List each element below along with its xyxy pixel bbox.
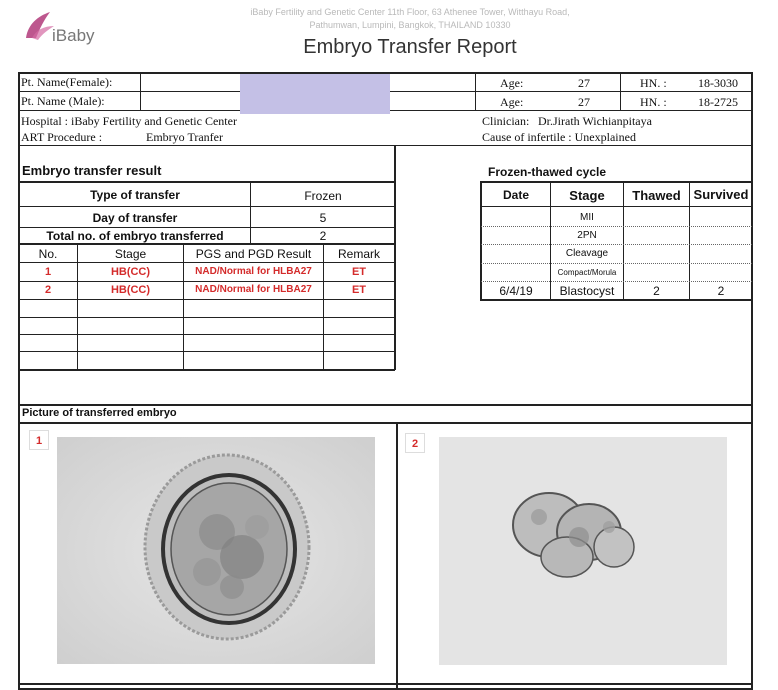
clinician-label: Clinician: — [482, 114, 530, 128]
col-divider — [250, 181, 251, 243]
row-divider — [18, 145, 753, 146]
female-hn-label: HN. : — [640, 76, 667, 90]
female-hn: 18-3030 — [698, 76, 738, 90]
clinic-address — [200, 6, 620, 32]
cause-of-infertility: Cause of infertile : Unexplained — [482, 130, 636, 144]
blastocyst-image — [57, 437, 375, 664]
row-divider — [18, 181, 395, 183]
stage-mii: MII — [580, 212, 594, 223]
art-procedure-label: ART Procedure : — [21, 130, 103, 144]
row-divider — [18, 227, 395, 228]
male-age-label: Age: — [500, 95, 524, 109]
clinician-value: Dr.Jirath Wichianpitaya — [538, 114, 652, 128]
row-divider — [18, 683, 753, 685]
picture-divider — [396, 422, 398, 690]
total-embryos-value: 2 — [319, 229, 327, 243]
row-divider — [18, 281, 395, 282]
male-age: 27 — [578, 95, 590, 109]
col-divider — [140, 72, 141, 110]
row-divider — [480, 181, 753, 183]
stage-2pn: 2PN — [577, 230, 597, 241]
female-age: 27 — [578, 76, 590, 90]
row-divider — [18, 422, 753, 424]
day-of-transfer-label: Day of transfer — [92, 211, 178, 225]
frozen-col-stage: Stage — [569, 188, 605, 203]
row-divider — [480, 206, 753, 207]
row-2-stage: HB(CC) — [110, 284, 151, 296]
row-2-remark: ET — [351, 284, 367, 296]
address-line-1: iBaby Fertility and Genetic Center 11th Floor, 63 Athenee Tower, Witthayu Road, — [250, 7, 570, 17]
frozen-section-title: Frozen-thawed cycle — [488, 165, 607, 179]
address-line-2: Pathumwan, Lumpini, Bangkok, THAILAND 10330 — [309, 20, 511, 30]
col-divider — [475, 72, 476, 110]
col-divider — [620, 72, 621, 110]
stage-blastocyst: Blastocyst — [559, 284, 615, 298]
frozen-thawed-count: 2 — [653, 284, 660, 298]
dotted-divider — [481, 263, 752, 264]
row-divider — [18, 317, 395, 318]
picture-1-label: 1 — [35, 435, 43, 447]
male-name-label: Pt. Name (Male): — [21, 94, 105, 108]
type-of-transfer-label: Type of transfer — [90, 188, 180, 202]
row-1-result: NAD/Normal for HLBA27 — [195, 266, 312, 277]
row-divider — [18, 262, 395, 263]
frozen-col-thawed: Thawed — [632, 188, 681, 203]
col-header-result: PGS and PGD Result — [195, 247, 312, 261]
col-header-stage: Stage — [114, 247, 147, 261]
row-divider — [18, 299, 395, 300]
row-1-stage: HB(CC) — [110, 266, 151, 278]
stage-compact-morula: Compact/Morula — [557, 268, 617, 277]
col-header-no: No. — [38, 247, 58, 261]
female-name-label: Pt. Name(Female): — [21, 75, 113, 89]
art-procedure-value: Embryo Tranfer — [146, 130, 223, 144]
row-divider — [18, 334, 395, 335]
row-divider — [18, 369, 395, 371]
row-1-no: 1 — [44, 266, 52, 278]
report-title: Embryo Transfer Report — [303, 36, 517, 58]
picture-1-label-box — [29, 430, 49, 450]
row-divider — [480, 299, 753, 301]
dotted-divider — [481, 226, 752, 227]
dotted-divider — [481, 244, 752, 245]
col-header-remark: Remark — [337, 247, 380, 261]
hospital: Hospital : iBaby Fertility and Genetic Center — [21, 114, 237, 128]
row-divider — [18, 351, 395, 352]
embryo-photo-2 — [439, 437, 727, 665]
stage-cleavage: Cleavage — [565, 248, 609, 259]
type-of-transfer-value: Frozen — [304, 189, 342, 203]
row-2-result: NAD/Normal for HLBA27 — [195, 284, 312, 295]
picture-2-label-box — [405, 433, 425, 453]
redacted-names — [240, 74, 390, 114]
total-embryos-label: Total no. of embryo transferred — [46, 229, 224, 243]
ibaby-logo — [22, 8, 112, 48]
transfer-section-title: Embryo transfer result — [22, 163, 162, 178]
male-hn-label: HN. : — [640, 95, 667, 109]
row-divider — [18, 243, 395, 245]
picture-2-label: 2 — [411, 438, 419, 450]
frozen-col-date: Date — [502, 188, 529, 202]
frozen-survived-count: 2 — [717, 284, 725, 298]
dotted-divider — [481, 281, 752, 282]
row-divider — [18, 404, 753, 406]
transfer-box-edge — [394, 145, 396, 370]
pictures-section-title: Picture of transferred embryo — [22, 407, 177, 419]
row-2-no: 2 — [44, 284, 52, 296]
row-divider — [18, 206, 395, 207]
row-1-remark: ET — [351, 266, 367, 278]
female-age-label: Age: — [500, 76, 524, 90]
hatching-blastocyst-image — [439, 437, 727, 665]
embryo-photo-1 — [57, 437, 375, 664]
logo-text: iBaby — [52, 26, 95, 45]
frozen-col-survived: Survived — [693, 187, 749, 202]
frozen-date: 6/4/19 — [499, 284, 533, 298]
male-hn: 18-2725 — [698, 95, 738, 109]
day-of-transfer-value: 5 — [319, 211, 327, 225]
